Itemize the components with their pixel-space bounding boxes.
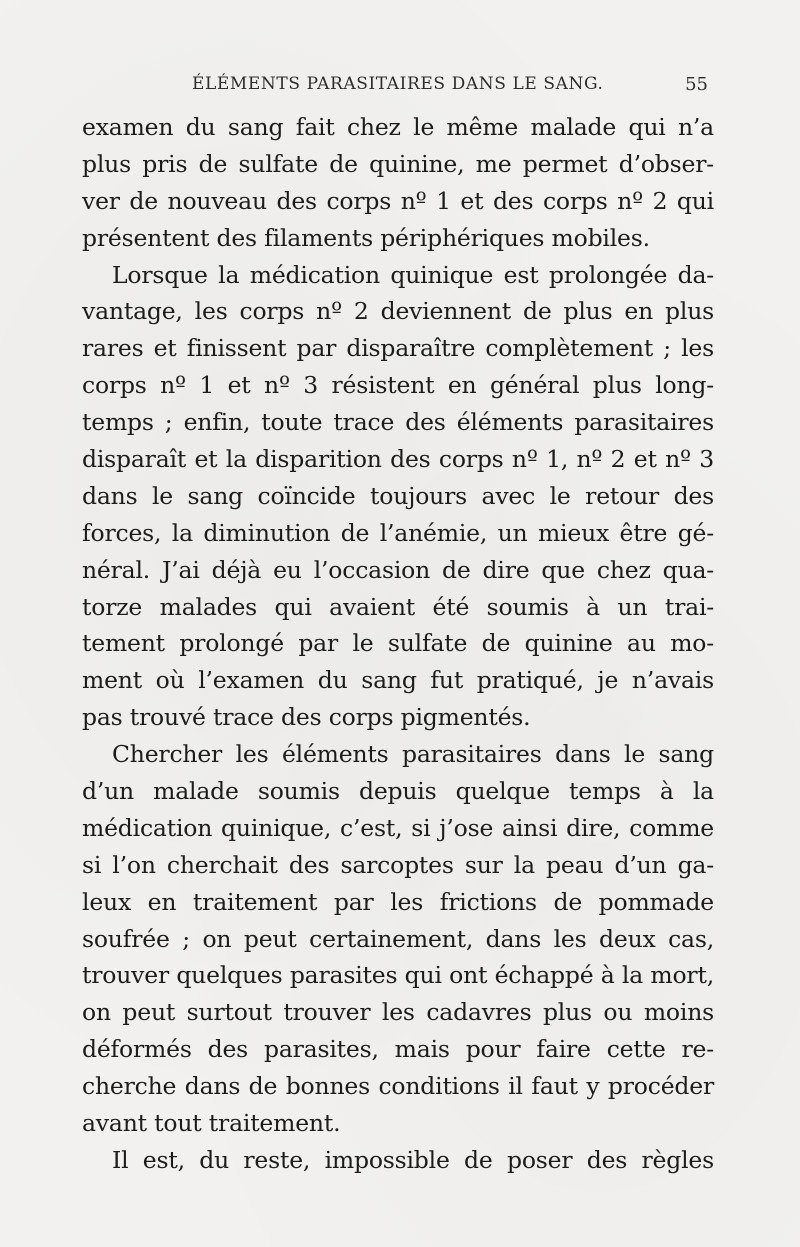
text-line: soufrée ; on peut certainement, dans les deux cas, [82, 924, 714, 953]
text-line: néral. J’ai déjà eu l’occasion de dire que chez qua- [82, 555, 714, 584]
text-line: avant tout traitement. [82, 1109, 341, 1138]
text-line: leux en traitement par les frictions de pommade [82, 887, 714, 916]
text-line: ment où l’examen du sang fut pratiqué, je n’avais [82, 666, 714, 695]
text-line: disparaît et la disparition des corps nº 1, nº 2 et nº 3 [82, 445, 714, 474]
text-line: tement prolongé par le sulfate de quinine au mo- [82, 629, 714, 658]
text-line: torze malades qui avaient été soumis à un trai- [82, 592, 714, 621]
text-line: corps nº 1 et nº 3 résistent en général plus long- [82, 371, 714, 400]
paragraph-start-line: Lorsque la médication quinique est prolongée da- [112, 260, 714, 289]
text-line: déformés des parasites, mais pour faire cette re- [82, 1035, 714, 1064]
text-line: plus pris de sulfate de quinine, me permet d’obser- [82, 149, 714, 178]
text-line: ver de nouveau des corps nº 1 et des corps nº 2 qui [82, 186, 714, 215]
running-head [82, 74, 712, 100]
text-line: d’un malade soumis depuis quelque temps à la [82, 777, 714, 806]
text-line: trouver quelques parasites qui ont échappé à la mort, [82, 961, 714, 990]
text-line: cherche dans de bonnes conditions il faut y procéder [82, 1072, 714, 1101]
page-number: 55 [685, 74, 708, 95]
text-line: forces, la diminution de l’anémie, un mieux être gé- [82, 518, 714, 547]
text-line: examen du sang fait chez le même malade qui n’a [82, 113, 714, 141]
text-line: présentent des filaments périphériques mobiles. [82, 223, 650, 252]
paragraph-start-line: Il est, du reste, impossible de poser des règles [112, 1145, 714, 1174]
text-line: pas trouvé trace des corps pigmentés. [82, 703, 531, 732]
text-line: médication quinique, c’est, si j’ose ainsi dire, comme [82, 813, 714, 842]
paragraph-start-line: Chercher les éléments parasitaires dans le sang [112, 740, 714, 769]
text-line: si l’on cherchait des sarcoptes sur la peau d’un ga- [82, 850, 714, 879]
text-line: vantage, les corps nº 2 deviennent de plus en plus [82, 297, 714, 326]
running-title: ÉLÉMENTS PARASITAIRES DANS LE SANG. [192, 74, 604, 94]
text-line: rares et finissent par disparaître complètement ; les [82, 334, 714, 363]
body-text [82, 109, 714, 1179]
text-line: dans le sang coïncide toujours avec le retour des [82, 481, 714, 510]
text-line: temps ; enfin, toute trace des éléments parasitaires [82, 408, 714, 437]
text-line: on peut surtout trouver les cadavres plus ou moins [82, 998, 714, 1027]
